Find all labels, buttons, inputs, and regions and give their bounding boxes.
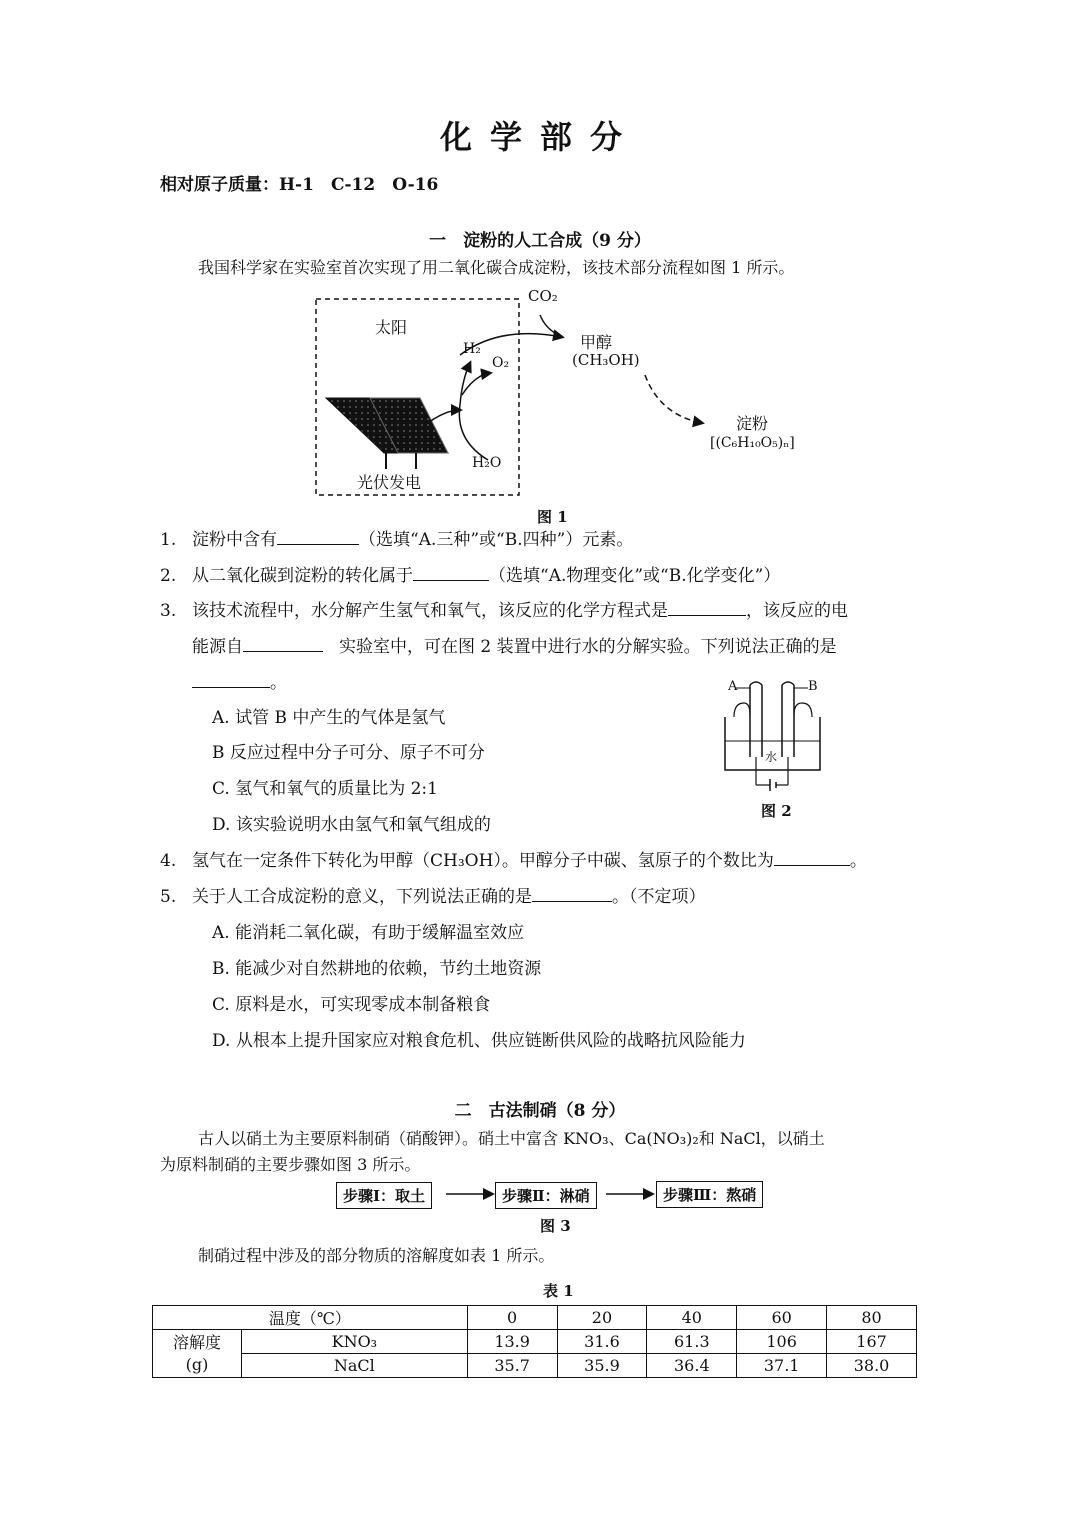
methanol-label: 甲醇 <box>580 333 613 352</box>
question-4: 4. 氢气在一定条件下转化为甲醇（CH₃OH）。甲醇分子中碳、氢原子的个数比为 。 <box>160 851 867 871</box>
step-1: 步骤Ⅰ：取土 <box>336 1182 432 1209</box>
figure1 <box>300 285 820 500</box>
table-cell: 31.6 <box>557 1330 647 1354</box>
q3-option-a[interactable]: A. 试管 B 中产生的气体是氢气 <box>212 708 446 728</box>
tube-b-label: B <box>808 679 818 694</box>
section1-intro: 我国科学家在实验室首次实现了用二氧化碳合成淀粉，该技术部分流程如图 1 所示。 <box>198 258 795 277</box>
section1-heading: 一 淀粉的人工合成（9 分） <box>429 231 651 251</box>
question-3-line2: 能源自 实验室中，可在图 2 装置中进行水的分解实验。下列说法正确的是 <box>192 637 837 657</box>
sun-label: 太阳 <box>375 318 408 337</box>
table-cell: 37.1 <box>737 1354 827 1378</box>
table-cell: 35.9 <box>557 1354 647 1378</box>
table-cell: 20 <box>557 1306 647 1330</box>
question-2: 2. 从二氧化碳到淀粉的转化属于 （选填“A.物理变化”或“B.化学变化”） <box>160 566 781 586</box>
table-cell: 61.3 <box>647 1330 737 1354</box>
table-cell: 0 <box>467 1306 557 1330</box>
question-1: 1. 淀粉中含有 （选填“A.三种”或“B.四种”）元素。 <box>160 530 634 550</box>
pv-label: 光伏发电 <box>357 473 422 492</box>
water-label: 水 <box>765 750 778 764</box>
q3-option-d[interactable]: D. 该实验说明水由氢气和氧气组成的 <box>212 815 491 835</box>
temp-header: 温度（℃） <box>153 1306 468 1330</box>
question-5: 5. 关于人工合成淀粉的意义，下列说法正确的是 。（不定项） <box>160 887 706 907</box>
figure2-caption: 图 2 <box>761 802 792 820</box>
solubility-label: 溶解度 (g) <box>153 1330 242 1378</box>
q5-option-c[interactable]: C. 原料是水，可实现零成本制备粮食 <box>212 995 491 1015</box>
q5-option-b[interactable]: B. 能减少对自然耕地的依赖，节约土地资源 <box>212 959 542 979</box>
figure3-caption: 图 3 <box>540 1217 571 1235</box>
table-cell: 38.0 <box>827 1354 917 1378</box>
answer-blank[interactable] <box>774 851 850 866</box>
table-cell: 36.4 <box>647 1354 737 1378</box>
table-cell: 60 <box>737 1306 827 1330</box>
table-caption: 表 1 <box>543 1282 574 1300</box>
table-cell: 80 <box>827 1306 917 1330</box>
answer-blank[interactable] <box>532 887 612 902</box>
h2o-label: H₂O <box>472 455 502 471</box>
starch-label: 淀粉 <box>736 414 769 433</box>
answer-blank[interactable] <box>192 673 270 688</box>
section2-intro-line1: 古人以硝土为主要原料制硝（硝酸钾）。硝土中富含 KNO₃、Ca(NO₃)₂和 NaCl，以硝土 <box>198 1129 825 1148</box>
q3-option-c[interactable]: C. 氢气和氧气的质量比为 2:1 <box>212 779 438 799</box>
substance-cell: NaCl <box>242 1354 468 1378</box>
q5-option-d[interactable]: D. 从根本上提升国家应对粮食危机、供应链断供风险的战略抗风险能力 <box>212 1031 746 1051</box>
atomic-masses: 相对原子质量：H-1 C-12 O-16 <box>160 175 439 195</box>
answer-blank[interactable] <box>668 601 746 616</box>
question-3-line1: 3. 该技术流程中，水分解产生氢气和氧气，该反应的化学方程式是 ，该反应的电 <box>160 601 848 621</box>
section2-intro-line2: 为原料制硝的主要步骤如图 3 所示。 <box>160 1155 421 1174</box>
h2-label: H₂ <box>463 341 481 357</box>
table-row <box>153 1306 917 1330</box>
question-3-line3: 。 <box>192 668 287 693</box>
q3-option-b[interactable]: B 反应过程中分子可分、原子不可分 <box>212 743 485 763</box>
figure1-caption: 图 1 <box>537 508 568 526</box>
table-cell: 35.7 <box>467 1354 557 1378</box>
o2-label: O₂ <box>492 355 510 371</box>
answer-blank[interactable] <box>277 530 359 545</box>
table-cell: 40 <box>647 1306 737 1330</box>
table-cell: 106 <box>737 1330 827 1354</box>
answer-blank[interactable] <box>413 566 489 581</box>
methanol-formula: (CH₃OH) <box>572 351 640 369</box>
table-cell: 13.9 <box>467 1330 557 1354</box>
section2-heading: 二 古法制硝（8 分） <box>454 1101 626 1121</box>
q5-option-a[interactable]: A. 能消耗二氧化碳，有助于缓解温室效应 <box>212 923 525 943</box>
table-cell: 167 <box>827 1330 917 1354</box>
answer-blank[interactable] <box>243 637 323 652</box>
starch-formula: [(C₆H₁₀O₅)ₙ] <box>710 435 795 451</box>
figure2 <box>720 675 830 800</box>
tube-a-label: A <box>728 679 738 694</box>
step-3: 步骤Ⅲ：熬硝 <box>656 1181 763 1208</box>
substance-cell: KNO₃ <box>242 1330 468 1354</box>
page-title: 化学部分 <box>439 118 640 156</box>
table-row <box>153 1354 917 1378</box>
table-intro: 制硝过程中涉及的部分物质的溶解度如表 1 所示。 <box>198 1246 555 1265</box>
step-2: 步骤Ⅱ：淋硝 <box>495 1182 597 1209</box>
table-row <box>153 1330 917 1354</box>
co2-label: CO₂ <box>528 287 558 305</box>
solubility-table <box>152 1305 917 1378</box>
